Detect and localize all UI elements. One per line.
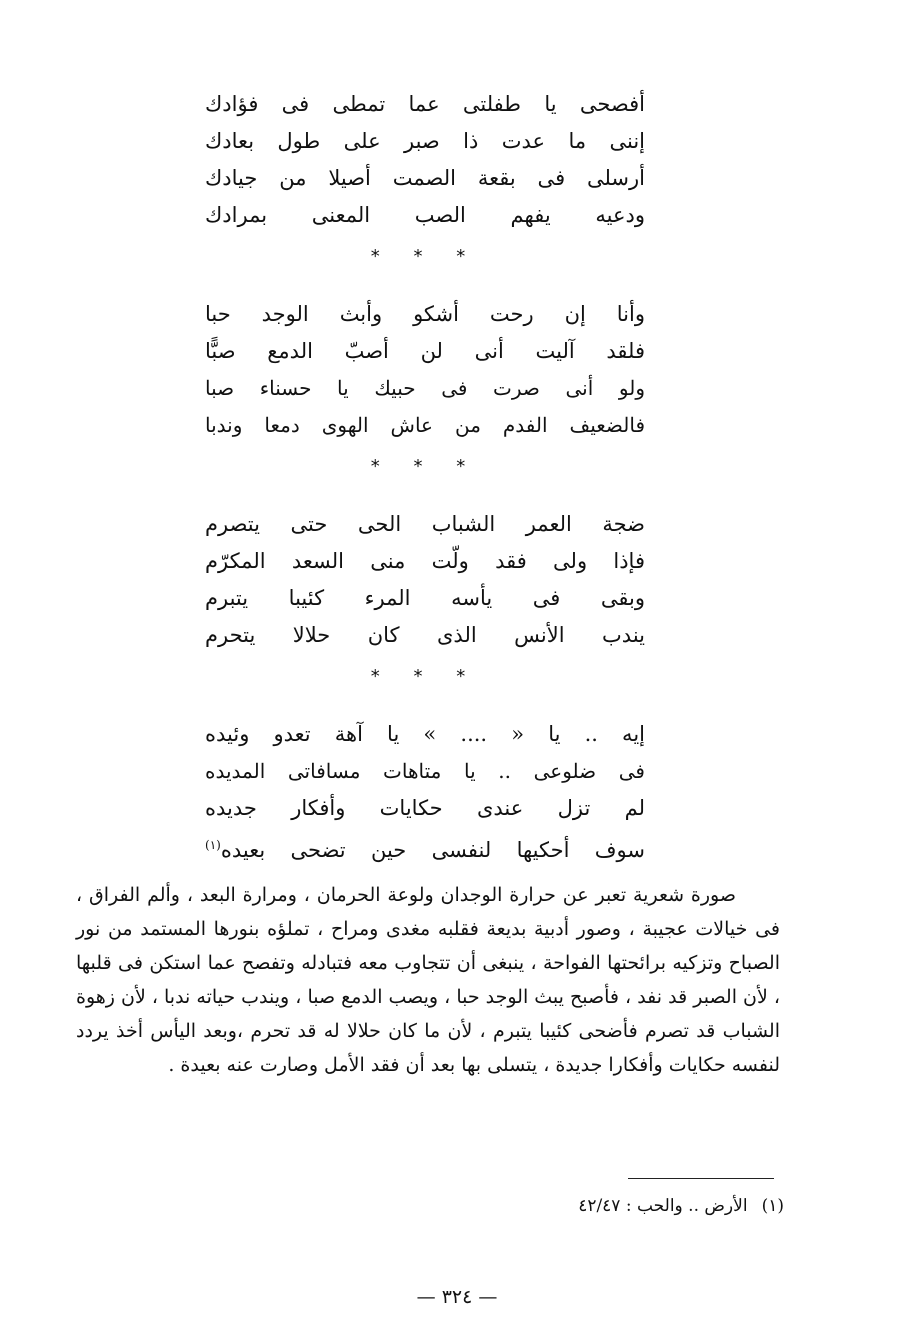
poem-line: ودعيه يفهم الصب المعنى بمرادك	[205, 203, 645, 227]
poem-stanza-3	[205, 506, 645, 654]
poem-line: فالضعيف الفدم من عاش الهوى دمعا وندبا	[205, 413, 645, 437]
poem-line: وأنا إن رحت أشكو وأبث الوجد حبا	[205, 302, 645, 326]
poem-stanza-1	[205, 86, 645, 234]
footnote-divider	[628, 1178, 774, 1179]
poem-line: فلقد آليت أنى لن أصبّ الدمع صبًّا	[205, 339, 645, 363]
poem-line: إيه .. يا « .... » يا آهة تعدو وئيده	[205, 722, 645, 746]
poem-line: فإذا ولى فقد ولّت منى السعد المكرّم	[205, 549, 645, 573]
section-separator: * * *	[370, 246, 480, 267]
commentary-text: صورة شعرية تعبر عن حرارة الوجدان ولوعة الحرمان ، ومرارة البعد ، وألم الفراق ، فى خيالات عجيبة ، وصور أدبية بديعة فقلبه مغدى ومراح ، تملؤه بنورها المستمد من نور الصباح وتزكيه برائحتها الفواحة ، ينبغى أن تتجاوب معه فتبادله وتفصح عما استكن فى قلبها ، لأن الصبر قد نفد ، فأصبح يبث الوجد حبا ، ويصب الدمع صبا ، ويندب حياته ندبا ، لأن زهوة الشباب قد تصرم فأضحى كئيبا يتبرم ، لأن ما كان حلالا له قد تحرم ،وبعد اليأس أخذ يردد لنفسه حكايات وأفكارا جديدة ، يتسلى بها بعد أن فقد الأمل وصارت عنه بعيدة .	[76, 884, 780, 1076]
footnote	[500, 1192, 784, 1220]
footnote-marker: (١)	[205, 838, 221, 852]
poem-line-text: سوف أحكيها لنفسى حين تضحى بعيده	[220, 838, 645, 862]
section-separator: * * *	[370, 456, 480, 477]
poem-line: وبقى فى يأسه المرء كئيبا يتبرم	[205, 586, 645, 610]
poem-stanza-2	[205, 296, 645, 444]
poem-line: يندب الأنس الذى كان حلالا يتحرم	[205, 623, 645, 647]
page-number: — ٣٢٤ —	[416, 1286, 498, 1308]
poem-line: لم تزل عندى حكايات وأفكار جديده	[205, 796, 645, 820]
footnote-number: (١)	[761, 1196, 784, 1216]
footnote-text: الأرض .. والحب : ٤٢/٤٧	[578, 1196, 748, 1216]
poem-line: ضجة العمر الشباب الحى حتى يتصرم	[205, 512, 645, 536]
poem-line: أرسلى فى بقعة الصمت أصيلا من جيادك	[205, 166, 645, 190]
commentary-paragraph	[76, 878, 780, 1082]
poem-line: إننى ما عدت ذا صبر على طول بعادك	[205, 129, 645, 153]
poem-line: أفصحى يا طفلتى عما تمطى فى فؤادك	[205, 92, 645, 116]
poem-line: ولو أنى صرت فى حبيك يا حسناء صبا	[205, 376, 645, 400]
poem-line	[205, 827, 645, 864]
poem-stanza-4	[205, 716, 645, 864]
poem-line: فى ضلوعى .. يا متاهات مسافاتى المديده	[205, 759, 645, 783]
section-separator: * * *	[370, 666, 480, 687]
